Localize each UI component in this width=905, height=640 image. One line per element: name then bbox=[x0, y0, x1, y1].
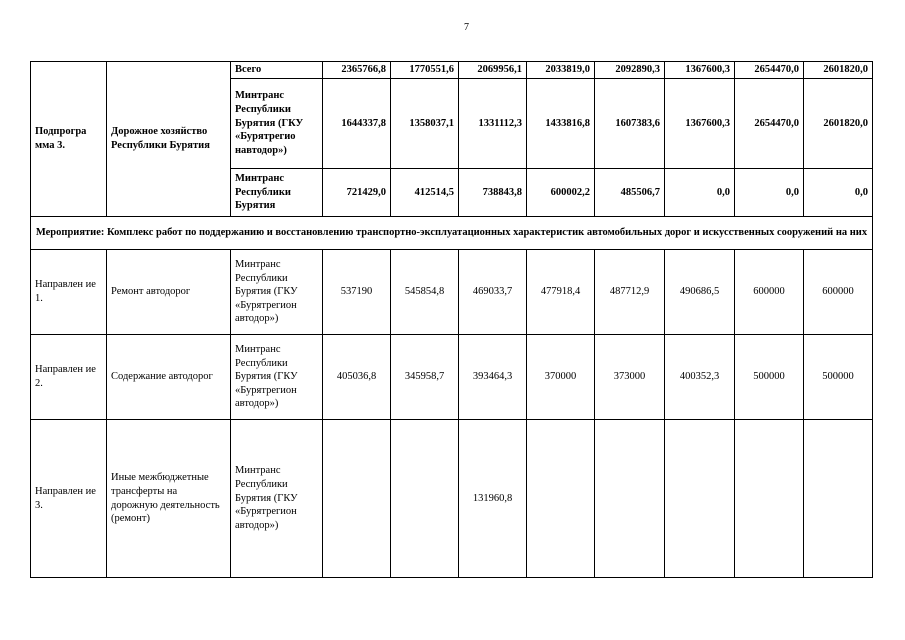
executor-cell: Всего bbox=[231, 62, 323, 79]
event-heading: Мероприятие: Комплекс работ по поддержанию и восстановлению транспортно-эксплуатационных характеристик автомобильных дорог и искусственных сооружений на них bbox=[31, 217, 873, 250]
value-cell: 487712,9 bbox=[595, 250, 665, 335]
value-cell bbox=[735, 420, 804, 578]
value-cell: 477918,4 bbox=[527, 250, 595, 335]
table-row bbox=[31, 335, 873, 420]
value-cell bbox=[804, 420, 873, 578]
table-row bbox=[31, 420, 873, 578]
value-cell: 405036,8 bbox=[323, 335, 391, 420]
subprogram-name: Дорожное хозяйство Республики Бурятия bbox=[107, 62, 231, 217]
value-cell: 1770551,6 bbox=[391, 62, 459, 79]
value-cell: 469033,7 bbox=[459, 250, 527, 335]
value-cell: 1433816,8 bbox=[527, 79, 595, 169]
value-cell: 345958,7 bbox=[391, 335, 459, 420]
value-cell: 0,0 bbox=[665, 169, 735, 217]
executor-cell: Минтранс Республики Бурятия (ГКУ «Бурятрегион автодор») bbox=[231, 335, 323, 420]
value-cell: 500000 bbox=[804, 335, 873, 420]
value-cell: 600000 bbox=[804, 250, 873, 335]
value-cell: 490686,5 bbox=[665, 250, 735, 335]
value-cell: 738843,8 bbox=[459, 169, 527, 217]
value-cell bbox=[527, 420, 595, 578]
table-row bbox=[31, 62, 873, 79]
value-cell: 1367600,3 bbox=[665, 79, 735, 169]
value-cell: 1607383,6 bbox=[595, 79, 665, 169]
value-cell bbox=[595, 420, 665, 578]
value-cell: 2654470,0 bbox=[735, 62, 804, 79]
value-cell bbox=[323, 420, 391, 578]
direction-name: Ремонт автодорог bbox=[107, 250, 231, 335]
value-cell: 1367600,3 bbox=[665, 62, 735, 79]
value-cell: 1358037,1 bbox=[391, 79, 459, 169]
value-cell: 0,0 bbox=[735, 169, 804, 217]
value-cell: 500000 bbox=[735, 335, 804, 420]
value-cell: 0,0 bbox=[804, 169, 873, 217]
value-cell bbox=[665, 420, 735, 578]
value-cell: 545854,8 bbox=[391, 250, 459, 335]
value-cell: 2365766,8 bbox=[323, 62, 391, 79]
value-cell: 721429,0 bbox=[323, 169, 391, 217]
value-cell: 537190 bbox=[323, 250, 391, 335]
value-cell: 600000 bbox=[735, 250, 804, 335]
table-row bbox=[31, 250, 873, 335]
value-cell: 131960,8 bbox=[459, 420, 527, 578]
direction-name: Иные межбюджетные трансферты на дорожную деятельность (ремонт) bbox=[107, 420, 231, 578]
value-cell: 2069956,1 bbox=[459, 62, 527, 79]
page-number: 7 bbox=[464, 22, 469, 33]
value-cell: 485506,7 bbox=[595, 169, 665, 217]
value-cell: 2092890,3 bbox=[595, 62, 665, 79]
value-cell: 1331112,3 bbox=[459, 79, 527, 169]
budget-table bbox=[30, 61, 873, 578]
direction-code: Направлен ие 2. bbox=[31, 335, 107, 420]
value-cell: 1644337,8 bbox=[323, 79, 391, 169]
value-cell: 2601820,0 bbox=[804, 79, 873, 169]
direction-code: Направлен ие 3. bbox=[31, 420, 107, 578]
value-cell: 2601820,0 bbox=[804, 62, 873, 79]
table-row bbox=[31, 217, 873, 250]
direction-code: Направлен ие 1. bbox=[31, 250, 107, 335]
executor-cell: Минтранс Республики Бурятия (ГКУ «Бурятрегион автодор») bbox=[231, 420, 323, 578]
value-cell: 600002,2 bbox=[527, 169, 595, 217]
value-cell bbox=[391, 420, 459, 578]
value-cell: 370000 bbox=[527, 335, 595, 420]
value-cell: 393464,3 bbox=[459, 335, 527, 420]
value-cell: 2654470,0 bbox=[735, 79, 804, 169]
direction-name: Содержание автодорог bbox=[107, 335, 231, 420]
executor-cell: Минтранс Республики Бурятия bbox=[231, 169, 323, 217]
value-cell: 412514,5 bbox=[391, 169, 459, 217]
executor-cell: Минтранс Республики Бурятия (ГКУ «Бурятрегио навтодор») bbox=[231, 79, 323, 169]
subprogram-code: Подпрогра мма 3. bbox=[31, 62, 107, 217]
executor-cell: Минтранс Республики Бурятия (ГКУ «Бурятрегион автодор») bbox=[231, 250, 323, 335]
value-cell: 2033819,0 bbox=[527, 62, 595, 79]
value-cell: 400352,3 bbox=[665, 335, 735, 420]
value-cell: 373000 bbox=[595, 335, 665, 420]
